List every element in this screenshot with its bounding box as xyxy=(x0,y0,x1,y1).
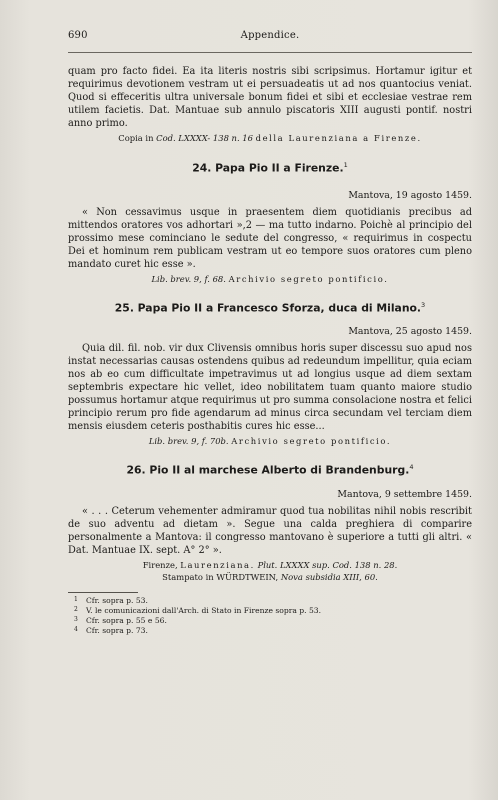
letter-26-text: « . . . Ceterum vehementer admiramur quod tua nobilitas nihil nobis rescribit de suo adventu ad dietam ». Segue una calda preghiera di comparire personalmente a Mantova: il congresso mantovano è superiore a tutti gli altri. « Dat. Mantuae IX. sept. A° 2° ». xyxy=(68,505,472,556)
running-head xyxy=(68,30,472,48)
letter-24-text: « Non cessavimus usque in praesentem diem quotidianis precibus ad mittendos oratores vos adhortari »,2 — ma tutto indarno. Poichè al principio del prossimo mese cominciano le sedute del congresso, « requirimus in cospectu Dei et hominum rem publicam vestram ut eo tempore suos oratores cum pleno mandato curet hic esse ». xyxy=(68,206,472,270)
intro-source: Copia in Cod. LXXXX- 138 n. 16 della Laurenziana a Firenze. xyxy=(118,133,422,143)
letter-26-source: Firenze, Laurenziana. Plut. LXXXX sup. Cod. 138 n. 28. xyxy=(142,559,398,570)
letter-26-title: 26. Pio II al marchese Alberto di Brandenburg.$^4$ xyxy=(126,463,414,477)
running-title: Appendice. xyxy=(240,30,300,41)
footnote: 4 Cfr. sopra p. 73. xyxy=(74,625,148,635)
letter-24-title: 24. Papa Pio II a Firenze.$^1$ xyxy=(192,161,348,175)
footnote: 3 Cfr. sopra p. 55 e 56. xyxy=(74,615,167,625)
letter-26-printed: Stampato in WÜRDTWEIN, Nova subsidia XIII, 60. xyxy=(162,571,378,582)
footnote-rule xyxy=(68,592,138,593)
letter-24-source: Lib. brev. 9, f. 68. Archivio segreto pontificio. xyxy=(151,273,389,284)
page-number: 690 xyxy=(68,30,88,41)
letter-25-dateline: Mantova, 25 agosto 1459. xyxy=(348,326,472,338)
letter-24-dateline: Mantova, 19 agosto 1459. xyxy=(348,189,472,201)
letter-25-title: 25. Papa Pio II a Francesco Sforza, duca di Milano.$^3$ xyxy=(114,300,426,315)
footnotes xyxy=(68,592,472,636)
letter-25-source: Lib. brev. 9, f. 70b. Archivio segreto pontificio. xyxy=(148,436,392,447)
letter-26-dateline: Mantova, 9 settembre 1459. xyxy=(337,488,472,500)
letter-25-text: Quia dil. fil. nob. vir dux Clivensis omnibus horis super discessu suo apud nos instat necessarias causas ostendens quibus ad redeundum impellitur, quia eciam nos ab eo cum difficultate impetravimus ut ad longius usque ad diem sextam septembris expectare hic vellet, ideo nobilitatem tuam quanto maiore studio possumus hortamur atque requirimus ut pro summa consolacione nostra et felici principio rerum pro fide agendarum ad minus circa secundam vel terciam diem mensis eiusdem ceteris posthabitis cures hic esse... xyxy=(68,343,472,433)
header-rule xyxy=(68,52,472,53)
intro-paragraph: quam pro facto fidei. Ea ita literis nostris sibi scripsimus. Hortamur igitur et requirimus devotionem vestram ut ei persuadeatis ut ad nos quantocius veniat. Quod si effeceritis ultra universale bonum fidei et sibi et ecclesiae vestrae rem utilem facietis. Dat. Mantuae sub annulo piscatoris XIII augusti pontif. nostri anno primo. xyxy=(68,66,472,129)
footnote: 1 Cfr. sopra p. 53. xyxy=(74,595,148,605)
footnote: 2 V. le comunicazioni dall'Arch. di Stato in Firenze sopra p. 53. xyxy=(74,605,322,615)
